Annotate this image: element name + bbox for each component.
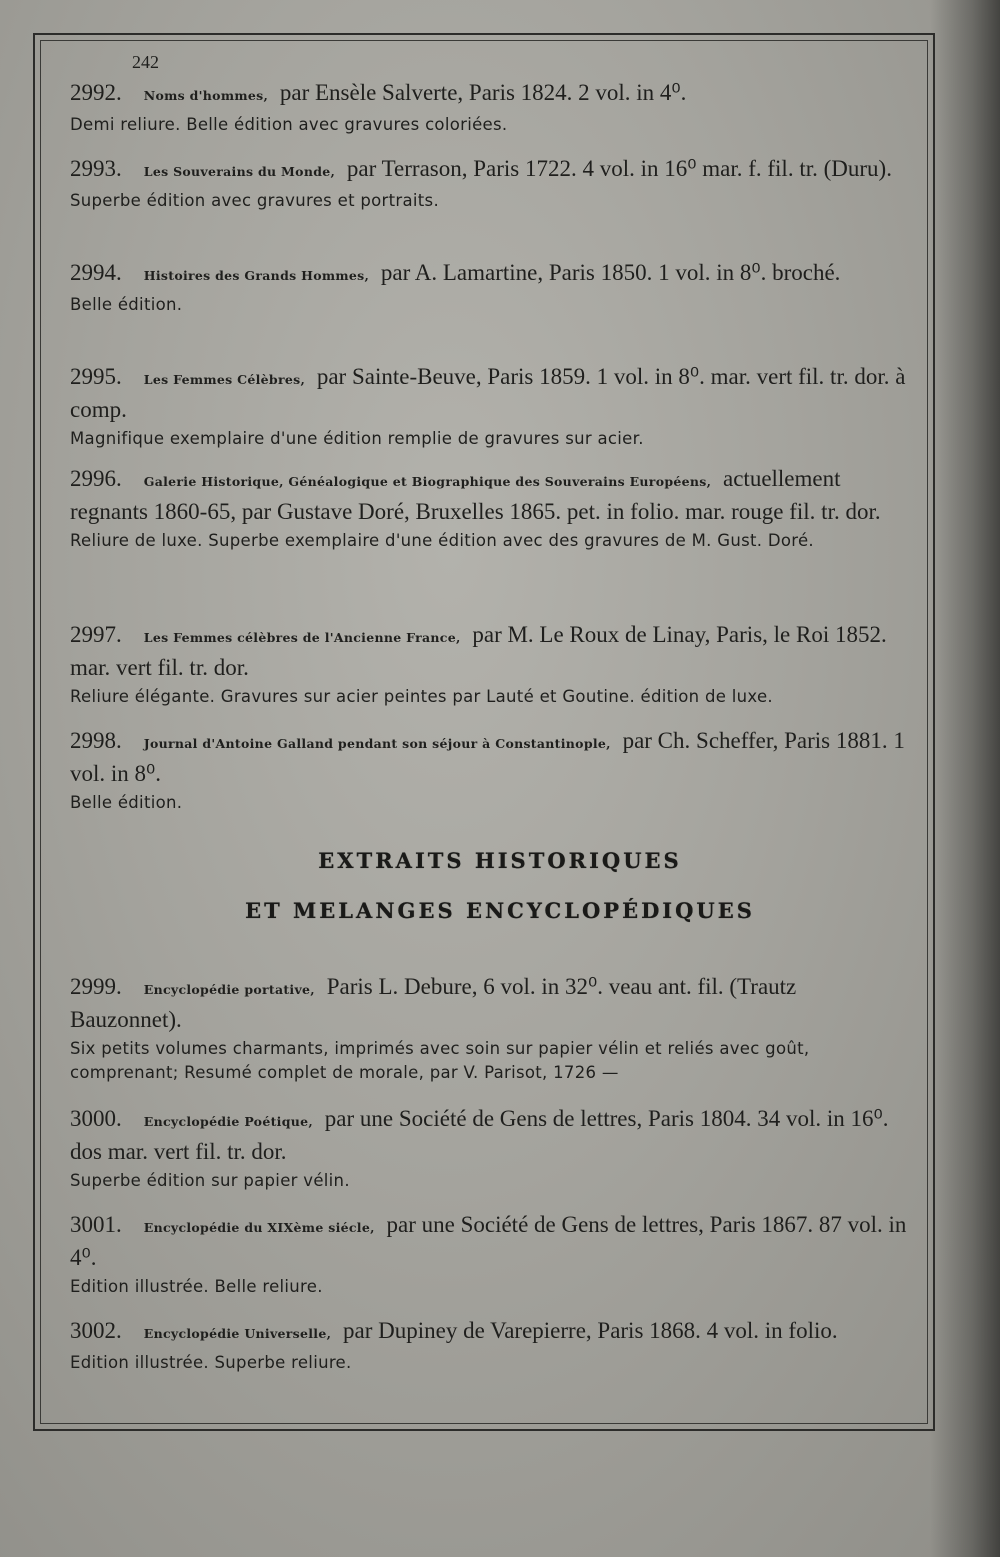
catalog-entry bbox=[70, 1104, 912, 1193]
entry-details: par Dupiney de Varepierre, Paris 1868. 4 vol. in folio. bbox=[343, 1318, 838, 1343]
entry-title: Les Femmes Célèbres, bbox=[143, 372, 306, 387]
entry-details: actuellement regnants 1860-65, par Gustave Doré, Bruxelles 1865. pet. in folio. mar. rouge fil. tr. dor. bbox=[70, 466, 881, 524]
entry-main-line bbox=[70, 78, 912, 111]
entry-number: 3001. bbox=[70, 1212, 122, 1237]
catalog-entry bbox=[70, 620, 912, 709]
entry-title: Histoires des Grands Hommes, bbox=[143, 268, 370, 283]
entry-title: Journal d'Antoine Galland pendant son séjour à Constantinople, bbox=[143, 736, 611, 751]
entry-details: par Sainte-Beuve, Paris 1859. 1 vol. in 8⁰. mar. vert fil. tr. dor. à comp. bbox=[70, 364, 906, 422]
entry-main-line bbox=[70, 1316, 912, 1349]
catalog-entry bbox=[70, 1316, 912, 1375]
entry-title: Noms d'hommes, bbox=[143, 88, 269, 103]
entry-title: Encyclopédie Poétique, bbox=[143, 1114, 314, 1129]
entry-title: Encyclopédie Universelle, bbox=[143, 1326, 332, 1341]
section-heading-line2: ET MELANGES ENCYCLOPÉDIQUES bbox=[245, 898, 755, 923]
entry-details: par une Société de Gens de lettres, Paris 1867. 87 vol. in 4⁰. bbox=[70, 1212, 907, 1270]
entry-details: par A. Lamartine, Paris 1850. 1 vol. in 8⁰. broché. bbox=[380, 260, 841, 285]
entry-note: Edition illustrée. Belle reliure. bbox=[70, 1277, 323, 1296]
catalog-entry bbox=[70, 154, 912, 213]
entry-title: Encyclopédie portative, bbox=[143, 982, 315, 997]
entry-number: 2992. bbox=[70, 80, 122, 105]
entry-main-line bbox=[70, 1210, 912, 1273]
entry-note: Magnifique exemplaire d'une édition remplie de gravures sur acier. bbox=[70, 429, 644, 448]
entry-number: 2998. bbox=[70, 728, 122, 753]
entry-note: Belle édition. bbox=[70, 295, 183, 314]
entry-number: 2995. bbox=[70, 364, 122, 389]
entry-number: 2994. bbox=[70, 260, 122, 285]
entry-main-line bbox=[70, 726, 912, 789]
entry-details: par une Société de Gens de lettres, Paris 1804. 34 vol. in 16⁰. dos mar. vert fil. tr. dor. bbox=[70, 1106, 889, 1164]
entry-number: 3000. bbox=[70, 1106, 122, 1131]
entry-main-line bbox=[70, 972, 912, 1035]
entry-details: Paris L. Debure, 6 vol. in 32⁰. veau ant. fil. (Trautz Bauzonnet). bbox=[70, 974, 797, 1032]
page-number: 242 bbox=[132, 52, 159, 72]
entry-number: 2997. bbox=[70, 622, 122, 647]
entry-title: Galerie Historique, Généalogique et Biographique des Souverains Européens, bbox=[143, 474, 712, 489]
entry-details: par Ch. Scheffer, Paris 1881. 1 vol. in 8⁰. bbox=[70, 728, 905, 786]
catalog-entry bbox=[70, 1210, 912, 1299]
catalog-entry bbox=[70, 78, 912, 137]
entry-note: Belle édition. bbox=[70, 793, 183, 812]
entry-note: Edition illustrée. Superbe reliure. bbox=[70, 1353, 352, 1372]
entry-main-line bbox=[70, 1104, 912, 1167]
entry-details: par M. Le Roux de Linay, Paris, le Roi 1852. mar. vert fil. tr. dor. bbox=[70, 622, 887, 680]
entry-number: 2996. bbox=[70, 466, 122, 491]
entry-note: Six petits volumes charmants, imprimés avec soin sur papier vélin et reliés avec goût, comprenant; Resumé complet de morale, par V. Parisot, 1726 — bbox=[70, 1039, 810, 1082]
entry-main-line bbox=[70, 258, 912, 291]
entry-note: Superbe édition sur papier vélin. bbox=[70, 1171, 350, 1190]
entry-details: par Ensèle Salverte, Paris 1824. 2 vol. in 4⁰. bbox=[279, 80, 687, 105]
entry-title: Encyclopédie du XIXème siécle, bbox=[143, 1220, 375, 1235]
entry-main-line bbox=[70, 362, 912, 425]
catalog-entry bbox=[70, 972, 912, 1085]
entry-note: Superbe édition avec gravures et portraits. bbox=[70, 191, 439, 210]
entry-note: Demi reliure. Belle édition avec gravures coloriées. bbox=[70, 115, 508, 134]
catalog-entry bbox=[70, 258, 912, 317]
entry-number: 3002. bbox=[70, 1318, 122, 1343]
entry-number: 2993. bbox=[70, 156, 122, 181]
entry-main-line bbox=[70, 154, 912, 187]
entry-main-line bbox=[70, 620, 912, 683]
catalog-entry bbox=[70, 362, 912, 451]
entry-main-line bbox=[70, 464, 912, 527]
section-heading-line1: EXTRAITS HISTORIQUES bbox=[318, 848, 682, 873]
entry-note: Reliure élégante. Gravures sur acier peintes par Lauté et Goutine. édition de luxe. bbox=[70, 687, 773, 706]
entry-details: par Terrason, Paris 1722. 4 vol. in 16⁰ mar. f. fil. tr. (Duru). bbox=[346, 156, 892, 181]
entry-title: Les Souverains du Monde, bbox=[143, 164, 336, 179]
entry-title: Les Femmes célèbres de l'Ancienne France, bbox=[143, 630, 461, 645]
entry-note: Reliure de luxe. Superbe exemplaire d'une édition avec des gravures de M. Gust. Doré. bbox=[70, 531, 814, 550]
entry-number: 2999. bbox=[70, 974, 122, 999]
catalog-entry bbox=[70, 464, 912, 553]
catalog-entry bbox=[70, 726, 912, 815]
